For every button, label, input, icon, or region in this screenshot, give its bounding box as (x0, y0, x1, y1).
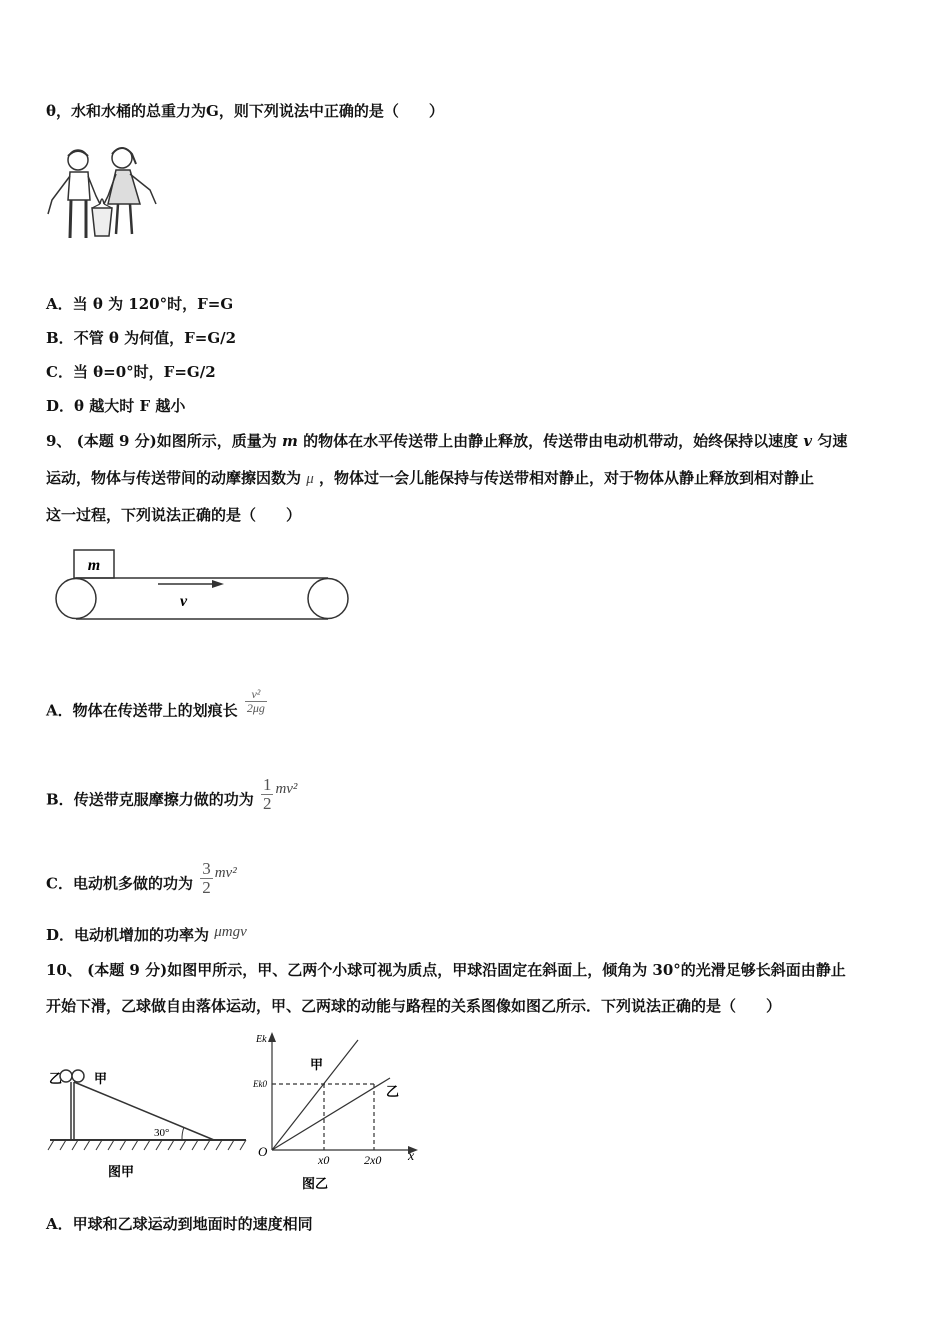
q10-figure-yi-graph (252, 1030, 428, 1192)
svg-text:乙: 乙 (49, 1071, 63, 1086)
q9-option-b[interactable]: B．传送带克服摩擦力做的功为 $\frac{1}{2}$ mv² (46, 775, 298, 813)
q10-stem-line-1: 10、 (本题 9 分)如图甲所示，甲、乙两个小球可视为质点，甲球沿固定在斜面上，倾角为 30°的光滑足够长斜面由静止 (46, 961, 846, 979)
q9-score: (本题 9 分) (76, 432, 157, 450)
q10-option-a[interactable]: A．甲球和乙球运动到地面时的速度相同 (46, 1215, 313, 1233)
q9-block-label: m (87, 557, 101, 574)
q10-angle-label: 30° (154, 1127, 170, 1139)
q10-number: 10、 (46, 961, 82, 979)
q10-x-axis-label: x (408, 1149, 415, 1164)
q8-option-d[interactable]: D．θ 越大时 F 越小 (46, 397, 186, 415)
svg-text:乙: 乙 (386, 1084, 400, 1099)
q10-caption-yi: 图乙 (302, 1176, 329, 1191)
q10-stem-line-2: 开始下滑，乙球做自由落体运动，甲、乙两球的动能与路程的关系图像如图乙所示．下列说法正确的是（ ） (46, 997, 782, 1015)
q10-y-axis-label: Ek (256, 1034, 267, 1045)
q10-line-yi (272, 1078, 390, 1150)
q9-right-roller (308, 579, 348, 619)
q9-option-a[interactable]: A．物体在传送带上的划痕长 $\frac{\text{v²}}{2\mu g}$ (46, 687, 265, 720)
q8-option-b[interactable]: B．不管 θ 为何值，F=G/2 (46, 329, 237, 347)
q10-figure-jia-incline (46, 1064, 252, 1186)
q10-2x0-label: 2x0 (364, 1153, 382, 1167)
q10-origin-label: O (258, 1144, 268, 1159)
q8-figure-children-carrying-bucket (44, 142, 160, 250)
q8-option-a[interactable]: A．当 θ 为 120°时，F=G (46, 295, 234, 313)
q10-score: (本题 9 分) (87, 961, 168, 979)
q9-option-c[interactable]: C．电动机多做的功为 $\frac{3}{2}$ mv² (46, 859, 237, 897)
q10-ek0-label: Ek0 (253, 1079, 267, 1089)
q9-option-b-fraction: $\frac{1}{2}$ (262, 775, 272, 813)
q9-left-roller (56, 579, 96, 619)
q9-stem-line-3: 这一过程，下列说法正确的是（ ） (46, 506, 302, 524)
svg-text:甲: 甲 (310, 1057, 324, 1072)
q10-ball-jia (72, 1070, 84, 1082)
q8-stem: θ，水和水桶的总重力为G，则下列说法中正确的是（ ） (46, 102, 444, 120)
q9-velocity-label: v (180, 593, 188, 610)
q9-velocity-arrow (212, 580, 224, 588)
q10-x0-label: x0 (318, 1153, 330, 1167)
q9-number: 9、 (46, 432, 72, 450)
q9-figure-conveyor-belt (52, 548, 352, 624)
q9-stem-line-2: 运动，物体与传送带间的动摩擦因数为 μ ，物体过一会儿能保持与传送带相对静止，对于物体从静止释放到相对静止 (46, 469, 815, 487)
q9-stem-line-1: 9、 (本题 9 分)如图所示，质量为 m 的物体在水平传送带上由静止释放，传送带由电动机带动，始终保持以速度 v 匀速 (46, 432, 848, 450)
q8-option-c[interactable]: C．当 θ=0°时，F=G/2 (46, 363, 216, 381)
q10-caption-jia: 图甲 (108, 1164, 135, 1179)
q9-option-a-fraction: $\frac{\text{v²}}{2\mu g}$ (246, 687, 265, 715)
q9-option-c-fraction: $\frac{3}{2}$ (202, 859, 211, 897)
q9-option-d[interactable]: D．电动机增加的功率为 μmgv (46, 924, 247, 944)
svg-text:甲: 甲 (94, 1071, 108, 1086)
